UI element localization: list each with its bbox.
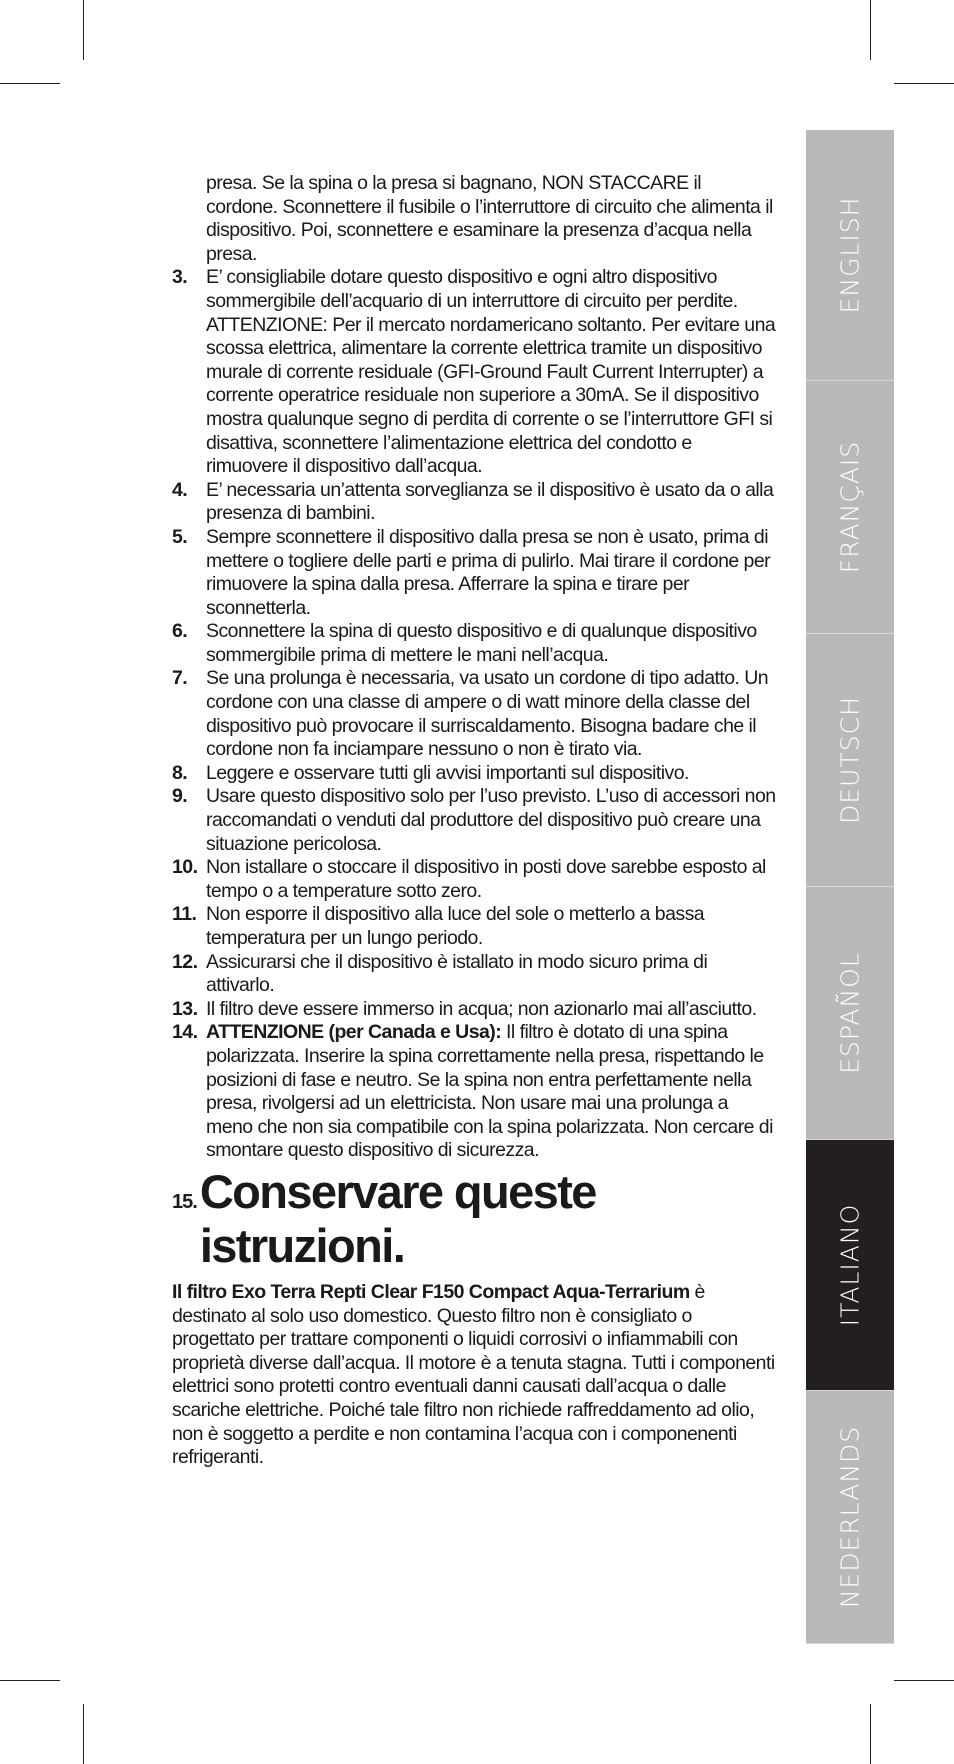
tab-label: DEUTSCH — [835, 696, 865, 824]
tab-english[interactable] — [806, 130, 894, 381]
product-description — [172, 1281, 776, 1470]
list-item-text: Sconnettere la spina di questo dispositivo e di qualunque dispositivo sommergibile prima di mettere le mani nell’acqua. — [206, 620, 757, 666]
tab-label: ESPAÑOL — [835, 952, 865, 1074]
tab-label: FRANÇAIS — [835, 440, 865, 574]
crop-mark — [83, 1704, 84, 1764]
list-item — [172, 998, 776, 1022]
list-item — [172, 620, 776, 667]
crop-mark — [870, 0, 871, 60]
list-item — [172, 1021, 776, 1163]
tab-label: NEDERLANDS — [835, 1425, 865, 1609]
list-item — [172, 856, 776, 903]
section-heading — [172, 1165, 776, 1273]
list-item — [172, 762, 776, 786]
tab-nederlands[interactable] — [806, 1391, 894, 1644]
tab-label: ITALIANO — [835, 1203, 865, 1327]
list-item — [172, 526, 776, 620]
crop-mark — [0, 1680, 60, 1681]
description-text: è destinato al solo uso domestico. Questo filtro non è consigliato o progettato per trattare componenti o liquidi corrosivi o infiammabili con proprietà diverse dall’acqua. Il motore è a tenuta stagna. Tutti i componenti elettrici sono protetti contro eventuali danni causati dall’acqua o dalle scariche elettriche. Poiché tale filtro non richiede raffreddamento ad olio, non è soggetto a perdite e non contamina l’acqua con i componenenti refrigeranti. — [172, 1280, 775, 1469]
heading-title: Conservare queste istruzioni. — [199, 1164, 596, 1272]
list-item-number: 8. — [172, 761, 188, 784]
list-item-number: 3. — [172, 266, 188, 289]
crop-mark — [894, 1680, 954, 1681]
list-item-number: 14. — [172, 1021, 198, 1044]
list-item — [172, 951, 776, 998]
crop-mark — [83, 0, 84, 60]
safety-list — [172, 266, 776, 1163]
list-item-text: Non istallare o stoccare il dispositivo in posti dove sarebbe esposto al tempo o a temperature sotto zero. — [206, 856, 766, 902]
list-item-text: E’ consigliabile dotare questo dispositivo e ogni altro dispositivo sommergibile dell’acquario di un interruttore di circuito per perdite. ATTENZIONE: Per il mercato nordamericano soltanto. Per evitare una scossa elettrica, alimentare la corrente elettrica tramite un dispositivo murale di corrente residuale (GFI-Ground Fault Current Interrupter) a corrente operatrice residuale non superiore a 30mA. Se il dispositivo mostra qualunque segno di perdita di corrente o se l’interruttore GFI si disattiva, sconnettere l’alimentazione elettrica del condotto e rimuovere il dispositivo dall’acqua. — [206, 266, 776, 478]
list-item-number: 13. — [172, 997, 198, 1020]
tab-deutsch[interactable] — [806, 634, 894, 887]
tab-italiano[interactable] — [806, 1140, 894, 1391]
list-item-text: Il filtro deve essere immerso in acqua; non azionarlo mai all’asciutto. — [206, 997, 757, 1020]
list-item-text: Se una prolunga è necessaria, va usato un cordone di tipo adatto. Un cordone con una classe di ampere o di watt minore della classe del dispositivo può provocare il surriscaldamento. Bisogna badare che il cordone non fa inciampare nessuno o non è tirato via. — [206, 667, 769, 761]
list-item — [172, 266, 776, 478]
list-item-text: Non esporre il dispositivo alla luce del sole o metterlo a bassa temperatura per un lungo periodo. — [206, 903, 705, 949]
tab-francais[interactable] — [806, 381, 894, 634]
list-item-text: Assicurarsi che il dispositivo è istallato in modo sicuro prima di attivarlo. — [206, 950, 708, 997]
list-item — [172, 667, 776, 761]
list-item-text: Usare questo dispositivo solo per l’uso previsto. L’uso di accessori non raccomandati o venduti dal produttore del dispositivo può creare una situazione pericolosa. — [206, 785, 776, 855]
tab-label: ENGLISH — [835, 196, 865, 314]
list-item-number: 6. — [172, 620, 188, 643]
list-item-text: E’ necessaria un’attenta sorveglianza se il dispositivo è usato da o alla presenza di bambini. — [206, 478, 774, 525]
intro-paragraph: presa. Se la spina o la presa si bagnano, NON STACCARE il cordone. Sconnettere il fusibile o l’interruttore di circuito che alimenta il dispositivo. Poi, sconnettere e esaminare la presenza d’acqua nella presa. — [206, 172, 773, 265]
heading-number: 15. — [172, 1190, 197, 1213]
crop-mark — [870, 1704, 871, 1764]
list-item-number: 9. — [172, 785, 188, 808]
list-item-text: Il filtro è dotato di una spina polarizzata. Inserire la spina correttamente nella presa, rispettando le posizioni di fase e neutro. Se la spina non entra perfettamente nella presa, rivolgersi ad un elettricista. Non usare mai una prolunga a meno che non sia compatibile con la spina polarizzata. Non cercare di smontare questo dispositivo di sicurezza. — [206, 1021, 773, 1162]
product-name: Il filtro Exo Terra Repti Clear F150 Compact Aqua-Terrarium — [172, 1280, 690, 1303]
language-tabs — [806, 130, 894, 1644]
crop-mark — [0, 83, 60, 84]
list-item — [172, 479, 776, 526]
list-item-bold-label: ATTENZIONE (per Canada e Usa): — [206, 1021, 502, 1044]
list-item-text: Sempre sconnettere il dispositivo dalla presa se non è usato, prima di mettere o togliere delle parti e prima di pulirlo. Mai tirare il cordone per rimuovere la spina dalla presa. Afferrare la spina e tirare per sconnetterla. — [206, 525, 771, 619]
list-item-number: 7. — [172, 667, 188, 690]
list-item — [172, 903, 776, 950]
instructions-body — [172, 172, 776, 1470]
list-item-number: 11. — [172, 903, 197, 926]
list-item — [172, 785, 776, 856]
list-item-number: 4. — [172, 478, 188, 501]
crop-mark — [894, 83, 954, 84]
list-item-number: 12. — [172, 950, 198, 973]
tab-espanol[interactable] — [806, 887, 894, 1140]
list-item-text: Leggere e osservare tutti gli avvisi importanti sul dispositivo. — [206, 761, 689, 784]
list-item-number: 10. — [172, 856, 198, 879]
list-item-number: 5. — [172, 525, 188, 548]
